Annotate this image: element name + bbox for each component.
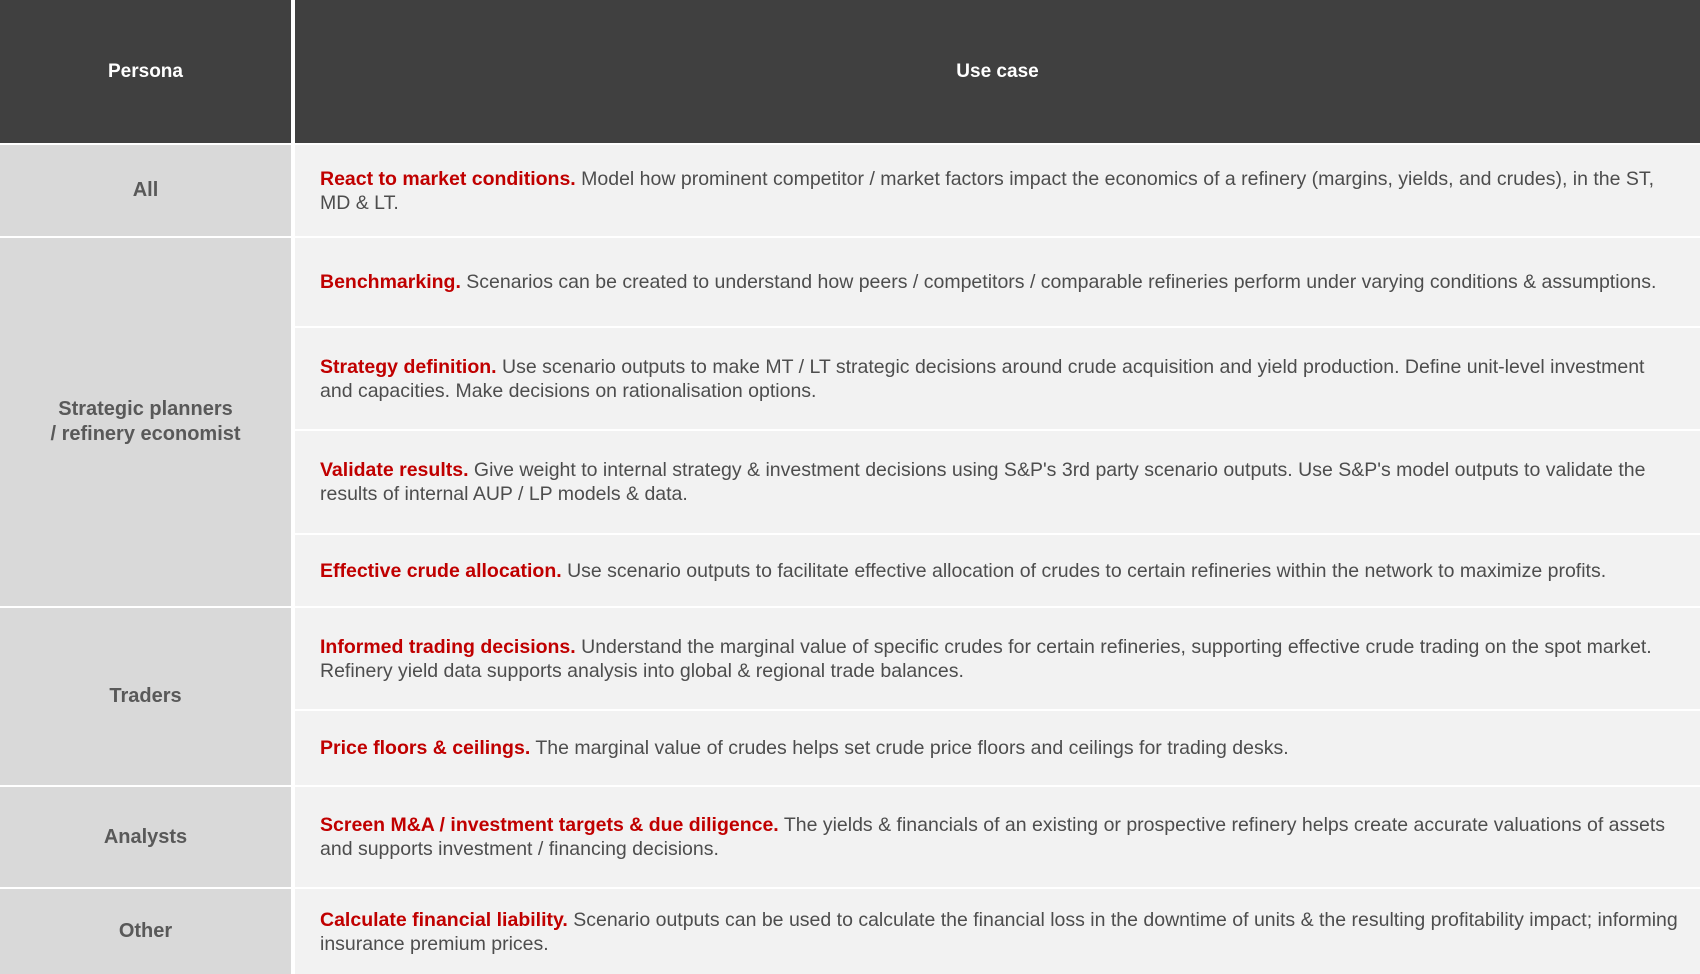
use-case-description: Use scenario outputs to make MT / LT strategic decisions around crude acquisition and yield production. Define unit-level investment and capacities. Make decisions on rationalisation options. <box>320 355 1645 402</box>
persona-label <box>50 397 240 447</box>
persona-strategic-planners <box>0 238 291 606</box>
use-case-text <box>320 167 1682 215</box>
use-case-description: Understand the marginal value of specific crudes for certain refineries, supporting effective crude trading on the spot market. Refinery yield data supports analysis into global & regional trade balances. <box>320 635 1652 682</box>
use-case-screen-ma <box>295 787 1700 887</box>
persona-label-line: Strategic planners <box>58 398 233 420</box>
use-case-title: Screen M&A / investment targets & due diligence. <box>320 814 779 836</box>
persona-all <box>0 145 291 236</box>
use-case-text <box>320 559 1606 583</box>
use-case-text <box>320 635 1682 683</box>
use-case-description: The yields & financials of an existing or prospective refinery helps create accurate valuations of assets and supports investment / financing decisions. <box>320 814 1666 860</box>
use-case-text <box>320 458 1682 506</box>
header-persona <box>0 0 291 143</box>
use-case-title: Benchmarking. <box>320 271 461 293</box>
persona-analysts <box>0 787 291 887</box>
use-case-description: Give weight to internal strategy & investment decisions using S&P's 3rd party scenario outputs. Use S&P's model outputs to validate the results of internal AUP / LP models & data. <box>320 459 1646 505</box>
use-case-description: The marginal value of crudes helps set crude price floors and ceilings for trading desks. <box>535 737 1289 759</box>
use-case-title: Informed trading decisions. <box>320 635 576 658</box>
header-use-case-label: Use case <box>956 60 1039 82</box>
use-case-crude-allocation <box>295 535 1700 606</box>
use-case-text <box>320 908 1682 956</box>
use-case-description: Model how prominent competitor / market factors impact the economics of a refinery (margins, yields, and crudes), in the ST, MD & LT. <box>320 167 1655 214</box>
use-case-title: Price floors & ceilings. <box>320 737 531 759</box>
persona-label: Analysts <box>103 825 188 848</box>
use-case-strategy-definition <box>295 328 1700 429</box>
use-case-description: Scenarios can be created to understand how peers / competitors / comparable refineries perform under varying conditions & assumptions. <box>466 271 1657 293</box>
use-case-price-floors <box>295 711 1700 785</box>
use-case-validate-results <box>295 431 1700 533</box>
use-case-title: Effective crude allocation. <box>320 559 562 582</box>
persona-label: Other <box>118 920 173 942</box>
use-case-informed-trading <box>295 608 1700 709</box>
use-case-text <box>320 355 1682 403</box>
use-case-react-to-market <box>295 145 1700 236</box>
use-case-description: Scenario outputs can be used to calculate the financial loss in the downtime of units & the resulting profitability impact; informing insurance premium prices. <box>320 908 1678 955</box>
persona-label-line: / refinery economist <box>50 423 241 445</box>
persona-traders <box>0 608 291 785</box>
use-case-text <box>320 270 1656 294</box>
persona-label: All <box>132 179 159 201</box>
use-case-financial-liability <box>295 889 1700 974</box>
use-case-text <box>320 736 1289 760</box>
header-use-case <box>295 0 1700 143</box>
use-case-description: Use scenario outputs to facilitate effective allocation of crudes to certain refineries within the network to maximize profits. <box>567 559 1607 582</box>
persona-label: Traders <box>109 685 182 707</box>
use-case-title: Calculate financial liability. <box>320 908 568 931</box>
use-case-text <box>320 813 1682 861</box>
use-case-title: Strategy definition. <box>320 355 497 378</box>
persona-other <box>0 889 291 974</box>
use-case-benchmarking <box>295 238 1700 326</box>
use-case-title: React to market conditions. <box>320 167 576 190</box>
header-persona-label: Persona <box>108 60 183 82</box>
use-case-title: Validate results. <box>320 459 469 481</box>
